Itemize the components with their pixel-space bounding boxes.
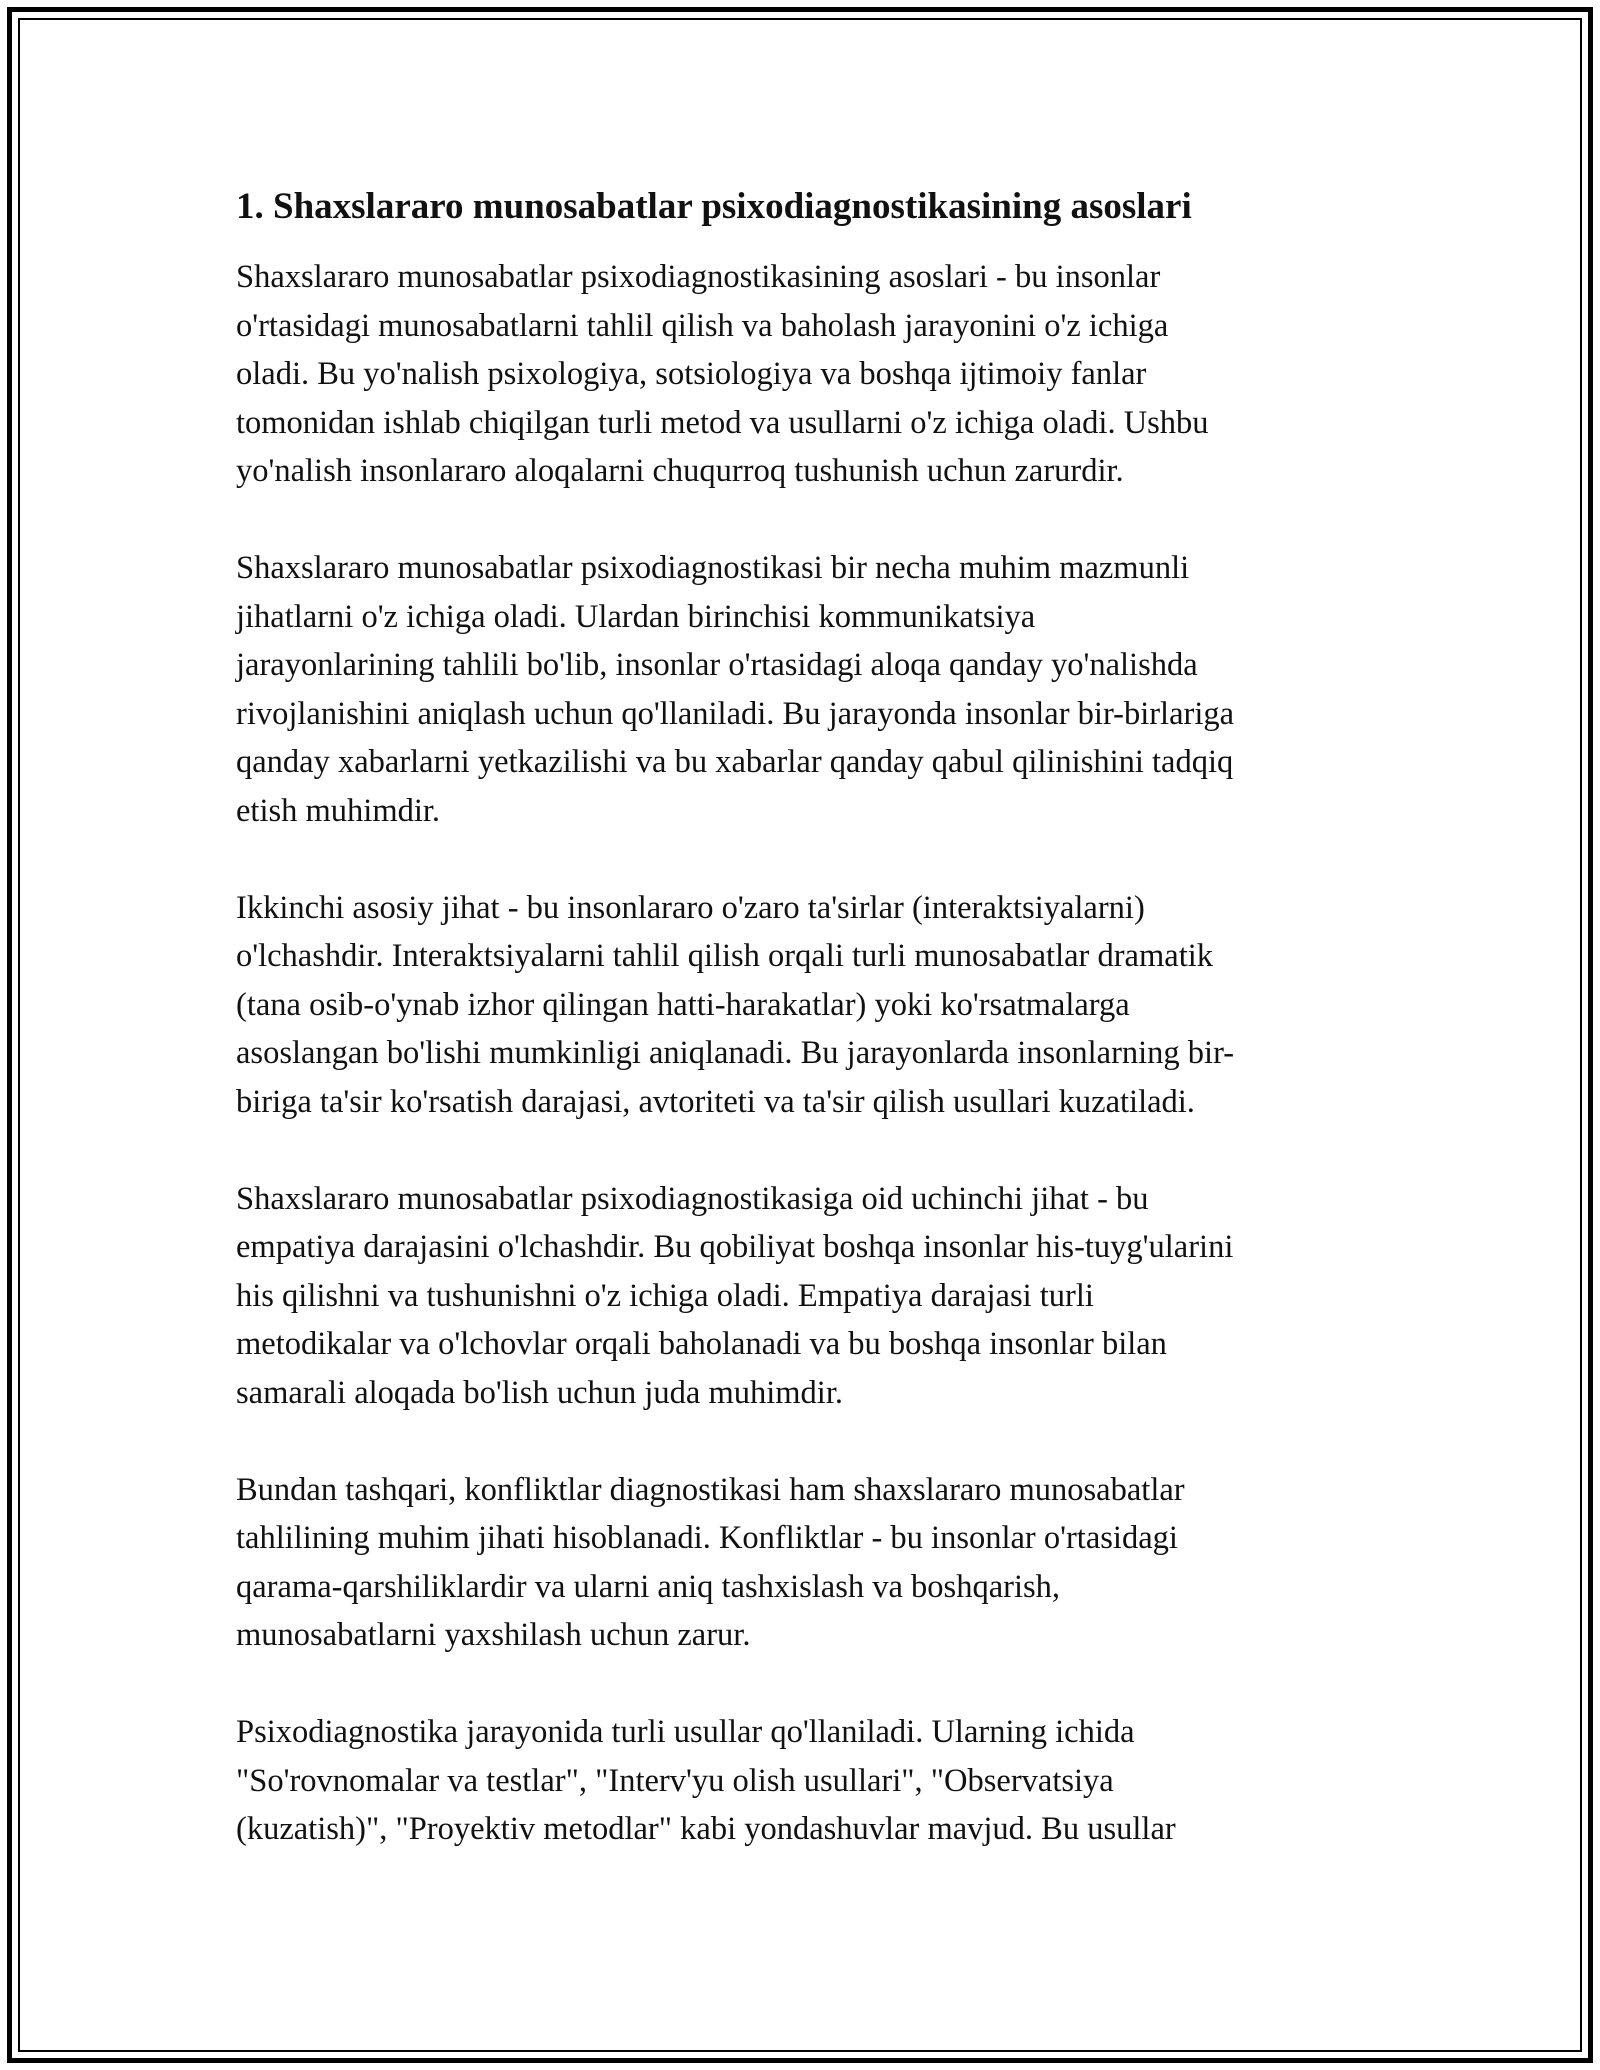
text-line: rivojlanishini aniqlash uchun qo'llaniladi. Bu jarayonda insonlar bir-birlariga: [236, 695, 1235, 732]
text-line: qanday xabarlarni yetkazilishi va bu xabarlar qanday qabul qilinishini tadqiq: [236, 744, 1234, 780]
text-line: Shaxslararo munosabatlar psixodiagnostikasining asoslari - bu insonlar: [236, 259, 1161, 295]
text-line: "So'rovnomalar va testlar", "Interv'yu olish usullari", "Observatsiya: [236, 1762, 1114, 1799]
text-line: munosabatlarni yaxshilash uchun zarur.: [236, 1617, 751, 1653]
paragraph-1: [236, 253, 1376, 496]
document-body: [236, 183, 1376, 1902]
text-line: biriga ta'sir ko'rsatish darajasi, avtoriteti va ta'sir qilish usullari kuzatiladi.: [236, 1083, 1195, 1120]
paragraph-2: [236, 544, 1376, 835]
text-line: samarali aloqada bo'lish uchun juda muhimdir.: [236, 1374, 843, 1411]
text-line: empatiya darajasini o'lchashdir. Bu qobiliyat boshqa insonlar his-tuyg'ularini: [236, 1229, 1234, 1265]
text-line: Bundan tashqari, konfliktlar diagnostikasi ham shaxslararo munosabatlar: [236, 1471, 1185, 1508]
text-line: oladi. Bu yo'nalish psixologiya, sotsiologiya va boshqa ijtimoiy fanlar: [236, 356, 1147, 392]
paragraph-4: [236, 1175, 1376, 1418]
text-line: jarayonlarining tahlili bo'lib, insonlar o'rtasidagi aloqa qanday yo'nalishda: [236, 647, 1198, 683]
text-line: jihatlarni o'z ichiga oladi. Ulardan birinchisi kommunikatsiya: [236, 598, 1036, 635]
text-line: his qilishni va tushunishni o'z ichiga oladi. Empatiya darajasi turli: [236, 1277, 1094, 1314]
text-line: yo'nalish insonlararo aloqalarni chuqurroq tushunish uchun zarurdir.: [236, 453, 1124, 489]
text-line: Shaxslararo munosabatlar psixodiagnostikasi bir necha muhim mazmunli: [236, 550, 1190, 586]
text-line: Psixodiagnostika jarayonida turli usullar qo'llaniladi. Ularning ichida: [236, 1714, 1135, 1750]
text-line: (kuzatish)", "Proyektiv metodlar" kabi yondashuvlar mavjud. Bu usullar: [236, 1811, 1176, 1847]
text-line: tomonidan ishlab chiqilgan turli metod va usullarni o'z ichiga oladi. Ushbu: [236, 404, 1209, 441]
document-title: 1. Shaxslararo munosabatlar psixodiagnostikasining asoslari: [236, 186, 1192, 227]
text-line: Ikkinchi asosiy jihat - bu insonlararo o'zaro ta'sirlar (interaktsiyalarni): [236, 889, 1145, 926]
text-line: Shaxslararo munosabatlar psixodiagnostikasiga oid uchinchi jihat - bu: [236, 1180, 1149, 1217]
text-line: metodikalar va o'lchovlar orqali baholanadi va bu boshqa insonlar bilan: [236, 1326, 1167, 1362]
paragraph-6: [236, 1708, 1376, 1854]
text-line: o'lchashdir. Interaktsiyalarni tahlil qilish orqali turli munosabatlar dramatik: [236, 938, 1213, 974]
text-line: etish muhimdir.: [236, 792, 441, 829]
text-line: tahlilining muhim jihati hisoblanadi. Konfliktlar - bu insonlar o'rtasidagi: [236, 1520, 1178, 1556]
paragraph-3: [236, 884, 1376, 1127]
paragraph-5: [236, 1466, 1376, 1660]
text-line: asoslangan bo'lishi mumkinligi aniqlanadi. Bu jarayonlarda insonlarning bir-: [236, 1035, 1235, 1071]
text-line: qarama-qarshiliklardir va ularni aniq tashxislash va boshqarish,: [236, 1568, 1061, 1605]
text-line: (tana osib-o'ynab izhor qilingan hatti-harakatlar) yoki ko'rsatmalarga: [236, 986, 1130, 1023]
text-line: o'rtasidagi munosabatlarni tahlil qilish va baholash jarayonini o'z ichiga: [236, 307, 1169, 344]
